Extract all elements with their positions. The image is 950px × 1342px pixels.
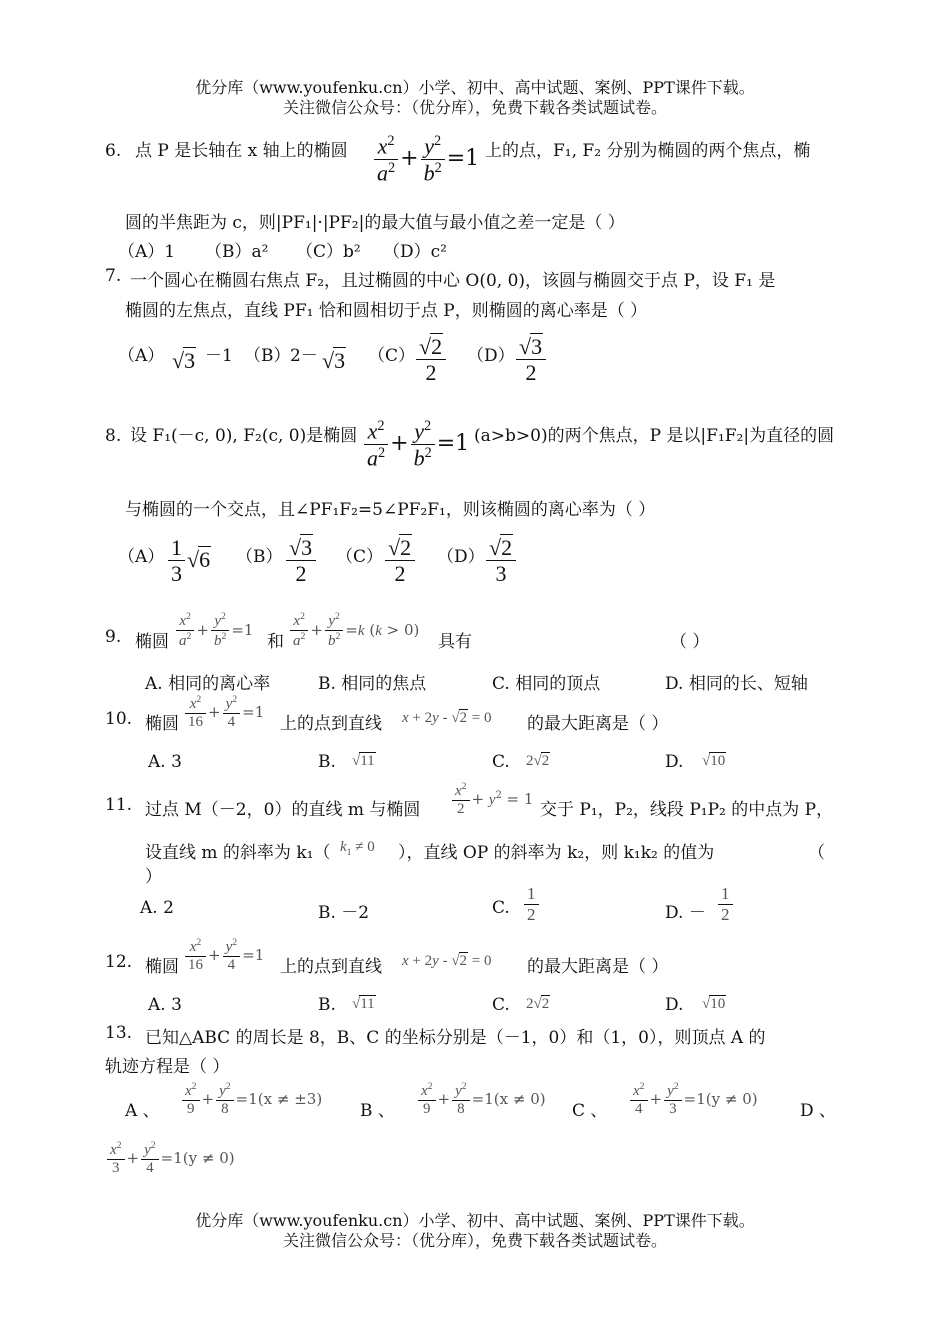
q7-option-d-value: $\frac{√3}{2}$ — [514, 334, 548, 386]
q11-option-b: B. －2 — [318, 903, 370, 923]
q6-option-b: （B）a² — [205, 242, 269, 262]
q6-option-d: （D）c² — [383, 242, 447, 262]
q11-text-line-1-post: 交于 P₁，P₂，线段 P₁P₂ 的中点为 P， — [540, 800, 834, 820]
q13-option-c-label: C 、 — [572, 1101, 608, 1121]
q10-option-b-label: B. — [318, 752, 336, 772]
q12-option-d-label: D. — [665, 995, 684, 1015]
q7-option-a-label: （A） — [118, 346, 165, 366]
q6-option-a: （A）1 — [118, 242, 176, 262]
page-header-line-1: 优分库（www.youfenku.cn）小学、初中、高中试题、案例、PPT课件下载。 — [195, 78, 755, 97]
q13-text-line-1: 已知△ABC 的周长是 8，B、C 的坐标分别是（－1，0）和（1，0），则顶点 A 的 — [145, 1028, 766, 1048]
q11-option-d-value: $\frac{1}{2}$ — [716, 884, 735, 924]
q11-option-c-label: C. — [492, 898, 510, 918]
q8-option-b-label: （B） — [236, 547, 283, 567]
q9-number: 9. — [105, 627, 122, 647]
q7-option-b-label: （B） — [244, 346, 291, 366]
q11-text-line-2-pre: 设直线 m 的斜率为 k₁（ — [145, 843, 331, 863]
q13-option-a-label: A 、 — [125, 1101, 160, 1121]
q11-slope-condition: $k_1 \ne 0$ — [340, 839, 375, 858]
q10-option-c-value: 2√2 — [526, 753, 550, 769]
q8-ellipse-equation: $\frac{x^2}{a^2}$ + $\frac{y^2}{b^2}$ =1 — [362, 418, 469, 470]
q8-option-a-value: $\frac{1}{3}$ √6 — [166, 535, 211, 587]
q12-option-d-value: √10 — [702, 996, 726, 1012]
q6-text-line-2: 圆的半焦距为 c，则|PF₁|·|PF₂|的最大值与最小值之差一定是（ ） — [125, 213, 625, 233]
page-footer-line-1: 优分库（www.youfenku.cn）小学、初中、高中试题、案例、PPT课件下载。 — [195, 1211, 755, 1230]
q12-text-pre: 椭圆 — [145, 957, 179, 977]
q13-option-b-label: B 、 — [360, 1101, 395, 1121]
q7-number: 7. — [105, 266, 122, 286]
q8-option-c-value: $\frac{√2}{2}$ — [383, 535, 417, 587]
q12-option-b-value: √11 — [352, 996, 375, 1012]
q9-ellipse-equation-2: $\frac{x^2}{a^2}$ + $\frac{y^2}{b^2}$ =k (k > 0) — [288, 611, 419, 651]
q12-option-b-label: B. — [318, 995, 336, 1015]
q9-option-a: A. 相同的离心率 — [145, 674, 271, 694]
q11-text-line-1-pre: 过点 M（－2，0）的直线 m 与椭圆 — [145, 800, 421, 820]
q7-option-c-label: （C） — [368, 346, 416, 366]
q6-text-post: 上的点，F₁, F₂ 分别为椭圆的两个焦点，椭 — [485, 141, 811, 161]
q8-option-d-value: $\frac{√2}{3}$ — [484, 535, 518, 587]
q8-number: 8. — [105, 426, 122, 446]
q7-option-a-value: √3 — [172, 348, 196, 373]
q7-option-c-value: $\frac{√2}{2}$ — [414, 334, 448, 386]
q12-option-a: A. 3 — [148, 995, 182, 1015]
q11-option-d-label: D. － — [665, 903, 706, 923]
q10-option-c-label: C. — [492, 752, 510, 772]
q9-ellipse-equation-1: $\frac{x^2}{a^2}$ + $\frac{y^2}{b^2}$ =1 — [174, 611, 253, 651]
q9-option-c: C. 相同的顶点 — [492, 674, 601, 694]
q11-paren-open: （ — [808, 843, 825, 863]
q9-option-b: B. 相同的焦点 — [318, 674, 427, 694]
q7-option-b-prefix: 2－ — [290, 346, 318, 366]
q11-text-line-2-post: ），直线 OP 的斜率为 k₂，则 k₁k₂ 的值为 — [398, 843, 715, 863]
q13-text-line-2: 轨迹方程是（ ） — [105, 1057, 230, 1077]
q7-text-line-2: 椭圆的左焦点，直线 PF₁ 恰和圆相切于点 P，则椭圆的离心率是（ ） — [125, 301, 648, 321]
q7-text-line-1: 一个圆心在椭圆右焦点 F₂，且过椭圆的中心 O(0, 0)，该圆与椭圆交于点 P，设 F₁ 是 — [130, 271, 776, 291]
q11-number: 11. — [105, 795, 133, 815]
q9-answer-paren: （ ） — [670, 632, 710, 652]
q13-option-a-equation: $\frac{x^2}{9}$ + $\frac{y^2}{8}$ =1(x ≠ ±3) — [180, 1081, 322, 1119]
q8-text-post: (a>b>0)的两个焦点，P 是以|F₁F₂|为直径的圆 — [474, 426, 835, 446]
q9-text-post: 具有 — [438, 632, 472, 652]
q8-option-d-label: （D） — [437, 547, 485, 567]
q6-ellipse-equation: $\frac{x^2}{a^2}$ + $\frac{y^2}{b^2}$ =1 — [372, 133, 479, 185]
q9-text-mid: 和 — [267, 632, 284, 652]
q10-number: 10. — [105, 709, 133, 729]
q11-option-c-value: $\frac{1}{2}$ — [522, 884, 541, 924]
q10-text-pre: 椭圆 — [145, 714, 179, 734]
q10-text-post: 的最大距离是（ ） — [527, 714, 669, 734]
q11-option-a: A. 2 — [140, 898, 174, 918]
q10-option-b-value: √11 — [352, 753, 375, 769]
q11-paren-close: ） — [145, 867, 162, 887]
q6-option-c: （C）b² — [296, 242, 361, 262]
q8-text-line-2: 与椭圆的一个交点，且∠PF₁F₂=5∠PF₂F₁，则该椭圆的离心率为（ ） — [125, 500, 656, 520]
q12-number: 12. — [105, 952, 133, 972]
q8-text-pre: 设 F₁(－c, 0), F₂(c, 0)是椭圆 — [130, 426, 358, 446]
q13-option-b-equation: $\frac{x^2}{9}$ + $\frac{y^2}{8}$ =1(x ≠ 0) — [416, 1081, 546, 1119]
q8-option-b-value: $\frac{√3}{2}$ — [284, 535, 318, 587]
q13-option-c-equation: $\frac{x^2}{4}$ + $\frac{y^2}{3}$ =1(y ≠ 0) — [628, 1081, 758, 1119]
q10-line-equation: x + 2y - √2 = 0 — [402, 710, 492, 726]
q12-text-mid: 上的点到直线 — [280, 957, 382, 977]
q6-text-pre: 点 P 是长轴在 x 轴上的椭圆 — [135, 141, 348, 161]
q12-line-equation: x + 2y - √2 = 0 — [402, 953, 492, 969]
q13-number: 13. — [105, 1023, 133, 1043]
q7-option-d-label: （D） — [467, 346, 515, 366]
q10-ellipse-equation: $\frac{x^2}{16}$ + $\frac{y^2}{4}$ =1 — [183, 694, 264, 732]
q7-option-b-value: √3 — [322, 348, 346, 373]
q12-option-c-value: 2√2 — [526, 996, 550, 1012]
q10-option-d-label: D. — [665, 752, 684, 772]
q9-text-pre: 椭圆 — [135, 632, 169, 652]
q8-option-a-label: （A） — [118, 547, 165, 567]
q10-option-a: A. 3 — [148, 752, 182, 772]
page-header-line-2: 关注微信公众号：（优分库），免费下载各类试题试卷。 — [282, 98, 667, 117]
q13-option-d-label: D 、 — [800, 1101, 837, 1121]
q8-option-c-label: （C） — [336, 547, 384, 567]
q11-ellipse-equation: $\frac{x^2}{2}$ + $y^2 = 1$ — [450, 781, 533, 819]
q10-option-d-value: √10 — [702, 753, 726, 769]
q6-number: 6. — [105, 141, 122, 161]
q7-option-a-suffix: －1 — [205, 346, 233, 366]
q12-option-c-label: C. — [492, 995, 510, 1015]
q12-text-post: 的最大距离是（ ） — [527, 957, 669, 977]
q13-option-d-equation: $\frac{x^2}{3}$ + $\frac{y^2}{4}$ =1(y ≠ 0) — [105, 1140, 235, 1178]
q10-text-mid: 上的点到直线 — [280, 714, 382, 734]
q12-ellipse-equation: $\frac{x^2}{16}$ + $\frac{y^2}{4}$ =1 — [183, 937, 264, 975]
q9-option-d: D. 相同的长、短轴 — [665, 674, 808, 694]
page-footer-line-2: 关注微信公众号：（优分库），免费下载各类试题试卷。 — [282, 1231, 667, 1250]
